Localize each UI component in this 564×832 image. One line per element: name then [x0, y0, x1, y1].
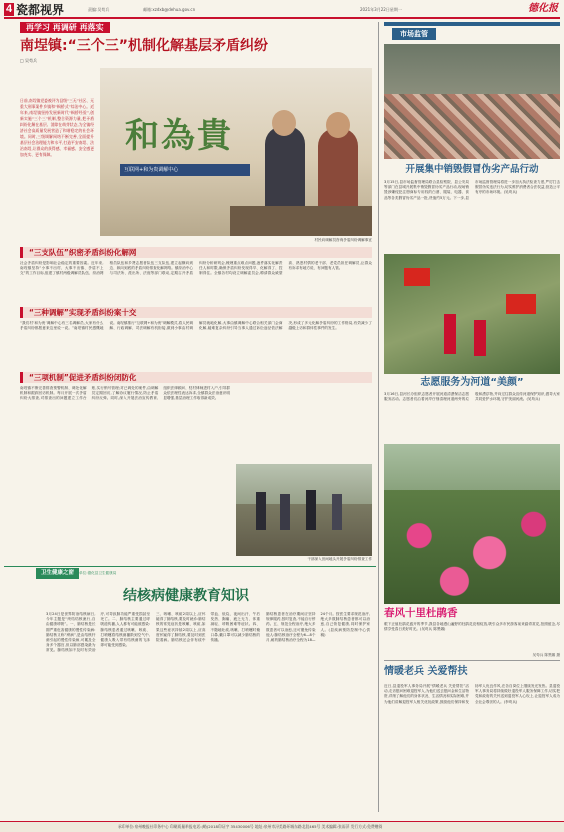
calligraphy-sign-photo: 和為貴: [125, 116, 233, 156]
health-rule: [4, 566, 376, 567]
health-headline: 结核病健康教育知识: [123, 588, 249, 604]
issue-date: 2021年3月22日星期一: [360, 7, 402, 12]
photo-background: [384, 44, 560, 94]
story-headline: 南埕镇:“三个三”机制化解基层矛盾纠纷: [20, 38, 268, 54]
person-left-head: [272, 110, 296, 136]
photo-sky: [384, 444, 560, 494]
burning-goods-photo: [384, 44, 560, 159]
spring-credit: 吴苟兵 陈黑娜 摄: [532, 653, 560, 657]
red-flag-2: [506, 294, 536, 314]
volunteer-flags-photo: [384, 254, 560, 374]
section-2-title: “三种调解”实现矛盾纠纷案十交: [20, 307, 372, 318]
page-number: 4: [5, 3, 13, 15]
column-divider: [378, 22, 379, 812]
worker-4: [332, 494, 342, 530]
newspaper-logo: 德化报: [528, 3, 558, 14]
page-footer: 承印单位:泉州晚报社印务中心 印刷质量举报电话:(略)2018印证字 35430006号 地址:泉州市浔美路环城东路北段465号 美术编辑:张雨萍 发行方式:免费赠阅: [0, 821, 564, 832]
editor-email: 邮箱:xzdxb@dehua.gov.cn: [143, 7, 196, 12]
spring-headline: 春风十里杜鹃香: [384, 607, 458, 619]
story-lead: 日前,南埕镇党委被评为县级“三无”社区、无重大刑事案件乡镇和“枫桥式”综治中心。近年来,南埕镇坚持发展新时代“枫桥经验”,创新实施“三个三”机制,整合资源力量,把矛盾纠纷化解在基层、消除在萌芽状态,为全镇经济社会高质量发展营造了和谐稳定的社会环境。同时,三级调解网络不断完善,全面提升基层社会治理能力和水平,打造平安南埕、法治南埕,让群众的获得感、幸福感、安全感更加充实、更有保障。: [20, 98, 94, 157]
editor-credit: 责编:吴苟兵: [88, 7, 110, 12]
section-3-title: “三项机制”促进矛盾纠纷闭防化: [20, 372, 372, 383]
section-1-title: “三支队伍”织密矛盾纠纷化解网: [20, 247, 372, 258]
azalea-field-photo: [384, 444, 560, 604]
volunteer-1: [444, 314, 456, 354]
person-right-head: [326, 112, 350, 138]
red-flag-1: [404, 268, 430, 286]
section-3-body: 南埕镇不断完善排查预警机制、调处化解机制和跟踪回访机制。每月开展一次矛盾纠纷大排查,对排查出的问题建立工作台账,实行销号管理;对已调处的案件,由调解员定期回访,了解协议履行情况,防止矛盾纠纷反弹。同时,深入开展法治宣传教育,组织法律顾问、驻村律师进村入户,引导群众依法理性表达诉求,全镇群众法治意识明显增强,基层治理工作取得新成效。: [20, 386, 230, 401]
market-tag: 市场监管: [392, 28, 436, 40]
feature-headline: 情暖老兵 关爱帮扶: [384, 666, 468, 677]
volunteer-headline: 志愿服务为河道“美颜”: [420, 377, 524, 388]
volunteer-2: [474, 320, 486, 356]
azalea-bushes: [384, 490, 560, 604]
photo-banner: 互联网+和为贵调解中心: [120, 164, 250, 176]
health-col-2: 三、咳嗽、咳痰2周以上,应怀疑得了肺结核,要及时就诊:肺结核的常见症状是咳嗽、咳痰,如果这些症状持续2周以上,应高度怀疑得了肺结核,要及时到医院看病。肺结核还会伴有痰中带血、低烧、夜间出汗、午后发热、胸痛、疲乏无力、体重减轻、呼吸困难等症状。四、不随地吐痰,咳嗽、打喷嚏时掩口鼻,戴口罩可以减少肺结核的传播。: [156, 612, 260, 643]
section-photo-caption: 干部深入田间地头开展矛盾纠纷排查工作: [307, 557, 372, 561]
health-col-1: 3月24日是世界防治结核病日,今年主题是“终结结核流行,自由健康呼吸”。一、肺结核是长期严重危害健康的慢性传染病:肺结核又称“痨病”,是由结核杆菌引起的慢性传染病,可累及全身多个器官,但以肺部感染最为常见。肺结核如不及时有效治疗,可导致肺功能严重受损甚至死亡。二、肺结核主要通过呼吸道传播,人人都有可能被感染:肺结核患者通过咳嗽、咳痰、打喷嚏将结核菌播散到空气中,健康人吸入带有结核菌的飞沫即可能受到感染。: [46, 612, 150, 653]
market-headline: 开展集中销毁假冒伪劣产品行动: [405, 164, 539, 175]
header-rule: [4, 17, 560, 19]
goods-pile: [384, 94, 560, 159]
worker-2: [280, 494, 290, 530]
story-photo-caption: 村民向调解员咨询矛盾纠纷调解事宜: [314, 238, 372, 242]
side-rule: [384, 22, 560, 26]
section-photo: [236, 464, 372, 556]
desk: [230, 206, 372, 236]
health-tag: 卫生健康之窗: [36, 568, 79, 579]
story-photo: [100, 68, 372, 236]
health-col-3: 肺结核患者在治疗期间应坚持规律服药,按时复查,不能自行停药。五、规范全程治疗,绝大多数患者可以治愈,还可避免传染他人:肺结核治疗全程为6—8个月,耐药肺结核治疗全程为18—24个月。按医生要求规范治疗,绝大多数肺结核患者都可以治愈,自己恢复健康,同时保护家人。(县疾病预防控制中心供稿): [266, 612, 370, 643]
worker-3: [306, 490, 316, 530]
volunteer-body: 3月16日,县河长办组织志愿者开展河道清漂保洁志愿服务活动。志愿者们沿着河岸仔细清理河道两旁的垃圾和漂浮物,并向过往群众宣传河道保护知识,倡导大家共同爱护水环境,守护美丽河流。(吴苟兵): [384, 392, 560, 402]
story-byline: □ 吴苟兵: [20, 58, 38, 63]
section-2-body: “我们村‘和为贵’调解中心有三名调解员,大家有什么矛盾纠纷都愿意来这里说一说。”南埕镇村民感慨地说。南埕镇推行“互联网+和为贵”调解模式,将人民调解、行政调解、司法调解有机衔接,做到小事由村调解员就地化解,大事由镇调解中心联合相关部门会商化解,疑难复杂纠纷引导当事人通过诉讼途径依法解决,形成了多元化解矛盾纠纷的工作格局,有效减少了越级上访和群体性事件的发生。: [20, 321, 372, 331]
spring-body: 眼下正值杜鹃花盛开的季节,我县各地漫山遍野的杜鹃花竞相绽放,吸引众多市民游客前来踏青赏花,拍照留念,尽情享受春日美好时光。(吴苟兵 陈黑娜): [384, 622, 560, 632]
market-body: 3月15日,县市场监督管理局联合县检察院、县公安局等部门在县城开展集中销毁假冒伪劣产品行动,现场销毁涉嫌侵犯注册商标专用权的白酒、服装、电器、食品等各类假冒伪劣产品一批,货值约5万元。下一步,县市场监督管理局将进一步加大执法检查力度,严厉打击假冒伪劣违法行为,切实维护消费者合法权益,营造公平有序的市场环境。(吴苟兵): [384, 180, 560, 200]
section-1-body: 社会矛盾纠纷是影响社会稳定的重要因素。近年来,南埕镇坚持“小事不出村、大事不出镇、矛盾不上交”的工作目标,组建了镇村两级调解员队伍、综治网格员队伍和乡贤志愿者队伍三支队伍,建立起横向到边、纵向到底的矛盾纠纷排查化解网络。镇综治中心与司法所、派出所、法庭等部门联动,定期召开矛盾纠纷分析研判会,梳理重点难点问题,逐件落实化解责任人和时限,确保矛盾纠纷发现得早、化解得了、控制得住。全镇各村均设立调解委员会,聘请群众威望高、熟悉村情的老干部、老党员担任调解员,让群众有诉求有地方说、有问题有人管。: [20, 261, 372, 276]
story-tag: 再学习 再调研 再落实: [20, 22, 110, 33]
worker-1: [256, 492, 266, 530]
feature-rule: [384, 660, 560, 661]
health-tag-sub: 协办单位:德化县卫生健康局: [72, 571, 117, 575]
feature-body: 近日,县退役军人事务局开展“情暖老兵 关爱帮扶”活动,走访慰问困难退役军人,为他们送去慰问金和生活物资,详细了解他们的身体状况、生活情况和实际困难,并为他们讲解退役军人相关优抚政策,鼓励他们保持和发扬军人优良作风,在各自岗位上继续发光发热。县退役军人事务局将持续做好退役军人服务保障工作,切实把党和政府的关怀送到退役军人心坎上,让退役军人成为全社会尊崇的人。(李苟兵): [384, 684, 560, 704]
column-name: 瓷都视界: [16, 3, 65, 17]
